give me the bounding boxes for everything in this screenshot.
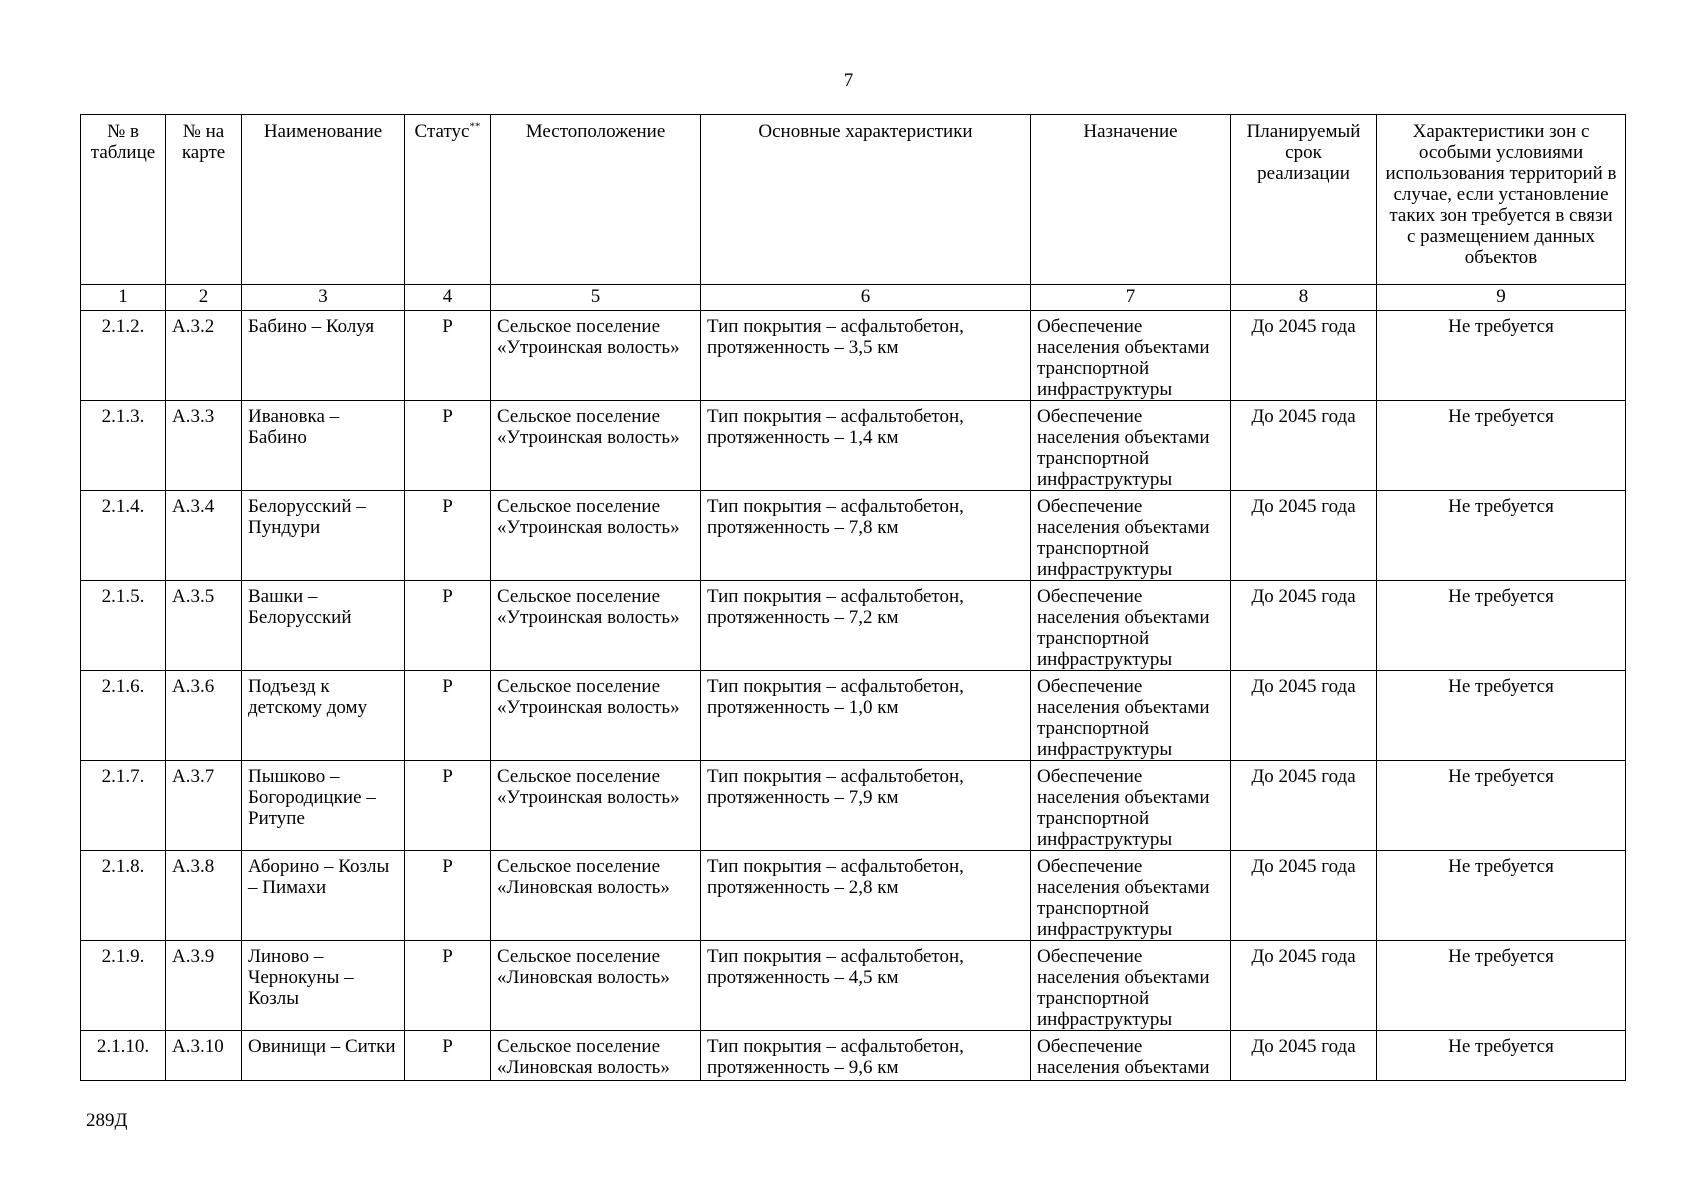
cell-name: Бабино – Колуя	[242, 311, 405, 401]
cell-map-number: А.3.9	[166, 941, 242, 1031]
cell-location: Сельское поселение «Утроинская волость»	[491, 671, 701, 761]
header-purpose: Назначение	[1031, 115, 1231, 285]
cell-status: Р	[405, 401, 491, 491]
cell-characteristics: Тип покрытия – асфальтобетон, протяженность – 1,4 км	[701, 401, 1031, 491]
cell-status: Р	[405, 941, 491, 1031]
cell-map-number: А.3.4	[166, 491, 242, 581]
column-number: 7	[1031, 285, 1231, 311]
cell-status: Р	[405, 671, 491, 761]
cell-characteristics: Тип покрытия – асфальтобетон, протяженность – 1,0 км	[701, 671, 1031, 761]
table-row	[81, 581, 1626, 671]
cell-map-number: А.3.2	[166, 311, 242, 401]
cell-name: Подъезд к детскому дому	[242, 671, 405, 761]
cell-status: Р	[405, 311, 491, 401]
table-row	[81, 491, 1626, 581]
cell-characteristics: Тип покрытия – асфальтобетон, протяженность – 4,5 км	[701, 941, 1031, 1031]
cell-table-number: 2.1.4.	[81, 491, 166, 581]
cell-term: До 2045 года	[1231, 1031, 1377, 1081]
cell-characteristics: Тип покрытия – асфальтобетон, протяженность – 7,8 км	[701, 491, 1031, 581]
column-number: 3	[242, 285, 405, 311]
table-row	[81, 851, 1626, 941]
table-header-row	[81, 115, 1626, 285]
cell-name: Линово – Чернокуны – Козлы	[242, 941, 405, 1031]
cell-characteristics: Тип покрытия – асфальтобетон, протяженность – 7,2 км	[701, 581, 1031, 671]
cell-zones: Не требуется	[1377, 761, 1626, 851]
cell-name: Белорусский – Пундури	[242, 491, 405, 581]
cell-term: До 2045 года	[1231, 491, 1377, 581]
column-number-row	[81, 285, 1626, 311]
cell-zones: Не требуется	[1377, 311, 1626, 401]
cell-characteristics: Тип покрытия – асфальтобетон, протяженность – 9,6 км	[701, 1031, 1031, 1081]
cell-table-number: 2.1.9.	[81, 941, 166, 1031]
header-location: Местоположение	[491, 115, 701, 285]
column-number: 9	[1377, 285, 1626, 311]
cell-location: Сельское поселение «Линовская волость»	[491, 851, 701, 941]
header-status-label: Статус	[414, 121, 470, 142]
cell-table-number: 2.1.10.	[81, 1031, 166, 1081]
header-status	[405, 115, 491, 285]
cell-name: Овинищи – Ситки	[242, 1031, 405, 1081]
header-table-number: № в таблице	[81, 115, 166, 285]
header-status-footnote-mark: **	[469, 120, 481, 133]
cell-map-number: А.3.3	[166, 401, 242, 491]
cell-characteristics: Тип покрытия – асфальтобетон, протяженность – 3,5 км	[701, 311, 1031, 401]
cell-location: Сельское поселение «Утроинская волость»	[491, 761, 701, 851]
cell-table-number: 2.1.8.	[81, 851, 166, 941]
cell-term: До 2045 года	[1231, 581, 1377, 671]
cell-name: Аборино – Козлы – Пимахи	[242, 851, 405, 941]
table-row	[81, 671, 1626, 761]
cell-term: До 2045 года	[1231, 851, 1377, 941]
cell-zones: Не требуется	[1377, 941, 1626, 1031]
cell-location: Сельское поселение «Утроинская волость»	[491, 491, 701, 581]
column-number: 1	[81, 285, 166, 311]
cell-table-number: 2.1.2.	[81, 311, 166, 401]
header-term: Планируемый срок реализации	[1231, 115, 1377, 285]
cell-zones: Не требуется	[1377, 401, 1626, 491]
page-number: 7	[843, 70, 854, 91]
cell-zones: Не требуется	[1377, 581, 1626, 671]
cell-table-number: 2.1.5.	[81, 581, 166, 671]
cell-map-number: А.3.10	[166, 1031, 242, 1081]
table-row	[81, 941, 1626, 1031]
cell-purpose: Обеспечение населения объектами транспортной инфраструктуры	[1031, 311, 1231, 401]
cell-zones: Не требуется	[1377, 1031, 1626, 1081]
header-name: Наименование	[242, 115, 405, 285]
header-zones: Характеристики зон с особыми условиями использования территорий в случае, если установление таких зон требуется в связи с размещением данных объектов	[1377, 115, 1626, 285]
header-map-number: № на карте	[166, 115, 242, 285]
cell-status: Р	[405, 491, 491, 581]
cell-name: Ивановка – Бабино	[242, 401, 405, 491]
cell-purpose: Обеспечение населения объектами транспортной инфраструктуры	[1031, 581, 1231, 671]
cell-table-number: 2.1.7.	[81, 761, 166, 851]
cell-zones: Не требуется	[1377, 491, 1626, 581]
cell-map-number: А.3.5	[166, 581, 242, 671]
cell-purpose: Обеспечение населения объектами транспортной инфраструктуры	[1031, 491, 1231, 581]
cell-status: Р	[405, 851, 491, 941]
table-row	[81, 1031, 1626, 1081]
cell-map-number: А.3.6	[166, 671, 242, 761]
cell-characteristics: Тип покрытия – асфальтобетон, протяженность – 7,9 км	[701, 761, 1031, 851]
cell-location: Сельское поселение «Утроинская волость»	[491, 311, 701, 401]
column-number: 8	[1231, 285, 1377, 311]
cell-location: Сельское поселение «Утроинская волость»	[491, 401, 701, 491]
header-characteristics: Основные характеристики	[701, 115, 1031, 285]
cell-map-number: А.3.7	[166, 761, 242, 851]
cell-characteristics: Тип покрытия – асфальтобетон, протяженность – 2,8 км	[701, 851, 1031, 941]
cell-table-number: 2.1.3.	[81, 401, 166, 491]
cell-zones: Не требуется	[1377, 851, 1626, 941]
cell-table-number: 2.1.6.	[81, 671, 166, 761]
cell-status: Р	[405, 1031, 491, 1081]
cell-term: До 2045 года	[1231, 311, 1377, 401]
cell-term: До 2045 года	[1231, 671, 1377, 761]
column-number: 5	[491, 285, 701, 311]
cell-purpose: Обеспечение населения объектами транспортной инфраструктуры	[1031, 941, 1231, 1031]
cell-location: Сельское поселение «Утроинская волость»	[491, 581, 701, 671]
cell-term: До 2045 года	[1231, 401, 1377, 491]
cell-location: Сельское поселение «Линовская волость»	[491, 1031, 701, 1081]
cell-purpose: Обеспечение населения объектами транспортной инфраструктуры	[1031, 761, 1231, 851]
table-row	[81, 311, 1626, 401]
cell-purpose: Обеспечение населения объектами транспортной инфраструктуры	[1031, 851, 1231, 941]
document-code: 289Д	[86, 1110, 128, 1131]
cell-purpose: Обеспечение населения объектами транспортной инфраструктуры	[1031, 401, 1231, 491]
cell-term: До 2045 года	[1231, 761, 1377, 851]
table-row	[81, 401, 1626, 491]
column-number: 2	[166, 285, 242, 311]
cell-status: Р	[405, 761, 491, 851]
cell-purpose: Обеспечение населения объектами транспортной инфраструктуры	[1031, 671, 1231, 761]
table-row	[81, 761, 1626, 851]
objects-table	[80, 114, 1626, 1081]
column-number: 4	[405, 285, 491, 311]
cell-zones: Не требуется	[1377, 671, 1626, 761]
cell-name: Пышково – Богородицкие – Ритупе	[242, 761, 405, 851]
column-number: 6	[701, 285, 1031, 311]
cell-name: Вашки – Белорусский	[242, 581, 405, 671]
cell-status: Р	[405, 581, 491, 671]
cell-purpose: Обеспечение населения объектами	[1031, 1031, 1231, 1081]
cell-location: Сельское поселение «Линовская волость»	[491, 941, 701, 1031]
cell-map-number: А.3.8	[166, 851, 242, 941]
cell-term: До 2045 года	[1231, 941, 1377, 1031]
